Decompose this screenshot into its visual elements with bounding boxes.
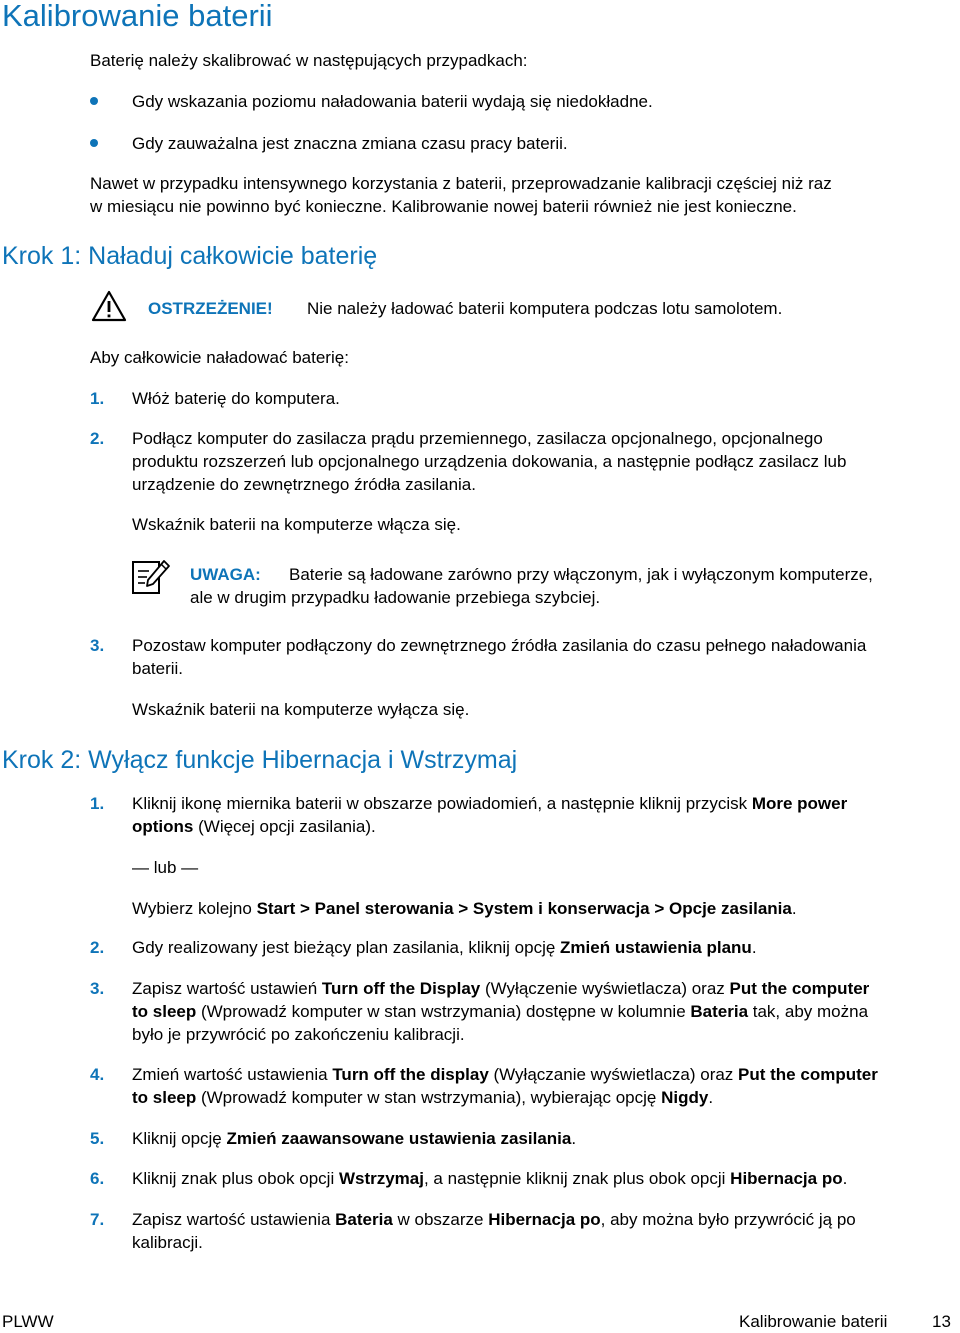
step-text: to sleep (Wprowadź komputer w stan wstrzymania), wybierając opcję Nigdy. <box>132 1088 714 1107</box>
step-number: 1. <box>90 389 105 408</box>
step-text: Zapisz wartość ustawienia Bateria w obszarze Hibernacja po, aby można było przywrócić ją po <box>132 1210 856 1229</box>
step-text: było je przywrócić po zakończeniu kalibracji. <box>132 1025 465 1044</box>
step-text: Gdy realizowany jest bieżący plan zasilania, kliknij opcję Zmień ustawienia planu. <box>132 938 757 957</box>
step-text: Pozostaw komputer podłączony do zewnętrznego źródła zasilania do czasu pełnego naładowania <box>132 636 867 655</box>
step-text: produktu rozszerzeń lub opcjonalnego urządzenia dokowania, a następnie podłącz zasilacz lub <box>132 452 847 471</box>
step-text: kalibracji. <box>132 1233 203 1252</box>
warning-icon <box>91 290 127 322</box>
step-text: to sleep (Wprowadź komputer w stan wstrzymania) dostępne w kolumnie Bateria tak, aby można <box>132 1002 869 1021</box>
step-number: 7. <box>90 1210 105 1229</box>
step-number: 6. <box>90 1169 105 1188</box>
step-text: options (Więcej opcji zasilania). <box>132 817 376 836</box>
step2-heading: Krok 2: Wyłącz funkcje Hibernacja i Wstrzymaj <box>2 746 518 774</box>
step-text: Zapisz wartość ustawień Turn off the Display (Wyłączenie wyświetlacza) oraz Put the computer <box>132 979 870 998</box>
bullet-icon <box>90 139 98 147</box>
step-subtext: Wskaźnik baterii na komputerze wyłącza się. <box>132 700 470 719</box>
step-subtext: Wskaźnik baterii na komputerze włącza się. <box>132 515 461 534</box>
bullet-icon <box>90 97 98 105</box>
note-pencil-icon <box>131 557 171 597</box>
bullet-item: Gdy wskazania poziomu naładowania baterii wydają się niedokładne. <box>132 92 653 111</box>
step-text: Kliknij znak plus obok opcji Wstrzymaj, a następnie kliknij znak plus obok opcji Hibernacja po. <box>132 1169 848 1188</box>
note-label: UWAGA: <box>190 565 261 584</box>
step-number: 3. <box>90 636 105 655</box>
warning-text: Nie należy ładować baterii komputera podczas lotu samolotem. <box>307 299 783 318</box>
note-text: ale w drugim przypadku ładowanie przebiega szybciej. <box>190 588 601 607</box>
paragraph-line: w miesiącu nie powinno być konieczne. Kalibrowanie nowej baterii również nie jest konieczne. <box>90 197 797 216</box>
step-number: 2. <box>90 429 105 448</box>
step-text: Włóż baterię do komputera. <box>132 389 340 408</box>
or-separator: — lub — <box>132 858 199 877</box>
note-text: Baterie są ładowane zarówno przy włączonym, jak i wyłączonym komputerze, <box>289 565 873 584</box>
step-number: 1. <box>90 794 105 813</box>
step-text: urządzenie do zewnętrznego źródła zasilania. <box>132 475 476 494</box>
step-number: 3. <box>90 979 105 998</box>
page-title: Kalibrowanie baterii <box>2 0 273 33</box>
step1-heading: Krok 1: Naładuj całkowicie baterię <box>2 242 378 270</box>
step-number: 2. <box>90 938 105 957</box>
step-text: Podłącz komputer do zasilacza prądu przemiennego, zasilacza opcjonalnego, opcjonalnego <box>132 429 823 448</box>
step-number: 4. <box>90 1065 105 1084</box>
footer-section: Kalibrowanie baterii <box>739 1312 888 1331</box>
step-text: Kliknij ikonę miernika baterii w obszarze powiadomień, a następnie kliknij przycisk More power <box>132 794 848 813</box>
step-text: Wybierz kolejno Start > Panel sterowania > System i konserwacja > Opcje zasilania. <box>132 899 797 918</box>
page-number: 13 <box>932 1312 951 1331</box>
footer-left: PLWW <box>2 1312 54 1331</box>
bullet-item: Gdy zauważalna jest znaczna zmiana czasu pracy baterii. <box>132 134 568 153</box>
warning-label: OSTRZEŻENIE! <box>148 299 273 318</box>
step-text: Kliknij opcję Zmień zaawansowane ustawienia zasilania. <box>132 1129 577 1148</box>
step-text: Zmień wartość ustawienia Turn off the display (Wyłączanie wyświetlacza) oraz Put the computer <box>132 1065 878 1084</box>
step-number: 5. <box>90 1129 105 1148</box>
lead-text: Aby całkowicie naładować baterię: <box>90 348 349 367</box>
intro-text: Baterię należy skalibrować w następujących przypadkach: <box>90 51 528 70</box>
paragraph-line: Nawet w przypadku intensywnego korzystania z baterii, przeprowadzanie kalibracji częściej niż raz <box>90 174 832 193</box>
step-text: baterii. <box>132 659 184 678</box>
